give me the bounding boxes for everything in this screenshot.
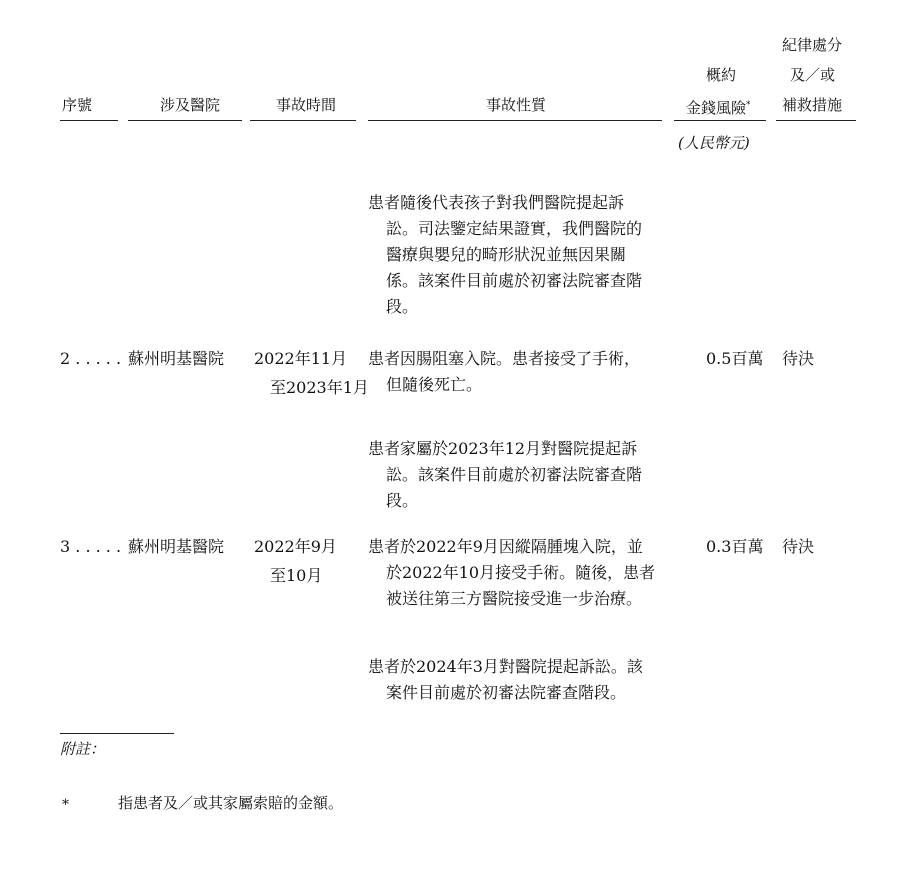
text-line: 患者隨後代表孩子對我們醫院提起訴 [368,193,625,212]
row-discipline: 待決 [782,537,815,556]
notes-divider [60,733,174,734]
text-line: 患者於2022年9月因縱隔腫塊入院，並 [368,537,643,556]
row-nature-litigation [368,654,662,706]
header-hospital: 涉及醫院 [160,96,221,114]
note-mark: * [62,797,69,813]
text-line: 患者於2024年3月對醫院提起訴訟。該 [368,657,643,676]
text-line: 醫療與嬰兒的畸形狀況並無因果關 [386,245,627,264]
header-discipline-line2: 及／或 [790,66,836,84]
header-time: 事故時間 [276,96,337,114]
row-time-line2: 至2023年1月 [270,378,369,397]
row-nature-incident [368,534,662,612]
header-rule-discipline [776,120,856,121]
text-line: 段。 [386,297,419,316]
header-rule-hospital [128,120,242,121]
row-nature-incident [368,346,662,398]
header-amount-line1: 概約 [706,66,737,84]
header-rule-no [60,120,118,121]
row-time-line2: 至10月 [270,566,323,585]
row-time-line1: 2022年11月 [254,349,348,368]
text-line: 於2022年10月接受手術。隨後，患者 [386,563,656,582]
row-discipline: 待決 [782,349,815,368]
header-amount-line2 [686,92,751,121]
text-line: 被送往第三方醫院接受進一步治療。 [386,589,643,608]
row-nature-litigation [368,436,662,514]
row-number: 3 . . . . . [60,537,122,556]
header-rule-nature [368,120,662,121]
header-discipline-line1: 紀律處分 [782,36,843,54]
header-rule-amount [674,120,766,121]
row-hospital: 蘇州明基醫院 [128,349,225,368]
row-amount: 0.5百萬 [706,349,764,368]
header-rule-time [250,120,356,121]
row-time-line1: 2022年9月 [254,537,337,556]
row-hospital: 蘇州明基醫院 [128,537,225,556]
text-line: 但隨後死亡。 [386,375,483,394]
header-discipline-line3: 補救措施 [782,96,843,114]
header-no: 序號 [62,96,93,114]
continued-paragraph [368,190,662,320]
text-line: 段。 [386,491,419,510]
header-nature: 事故性質 [486,96,547,114]
row-number: 2 . . . . . [60,349,122,368]
text-line: 患者家屬於2023年12月對醫院提起訴 [368,439,638,458]
text-line: 係。該案件目前處於初審法院審查階 [386,271,643,290]
header-amount-mark: * [746,100,751,110]
notes-heading: 附註： [60,740,106,758]
text-line: 案件目前處於初審法院審查階段。 [386,683,627,702]
header-amount-unit: (人民幣元) [678,134,750,152]
text-line: 患者因腸阻塞入院。患者接受了手術， [368,349,641,368]
text-line: 訟。該案件目前處於初審法院審查階 [386,465,643,484]
header-amount-label: 金錢風險 [686,99,747,117]
note-text: 指患者及／或其家屬索賠的金額。 [118,794,344,812]
text-line: 訟。司法鑒定結果證實，我們醫院的 [386,219,643,238]
row-amount: 0.3百萬 [706,537,764,556]
